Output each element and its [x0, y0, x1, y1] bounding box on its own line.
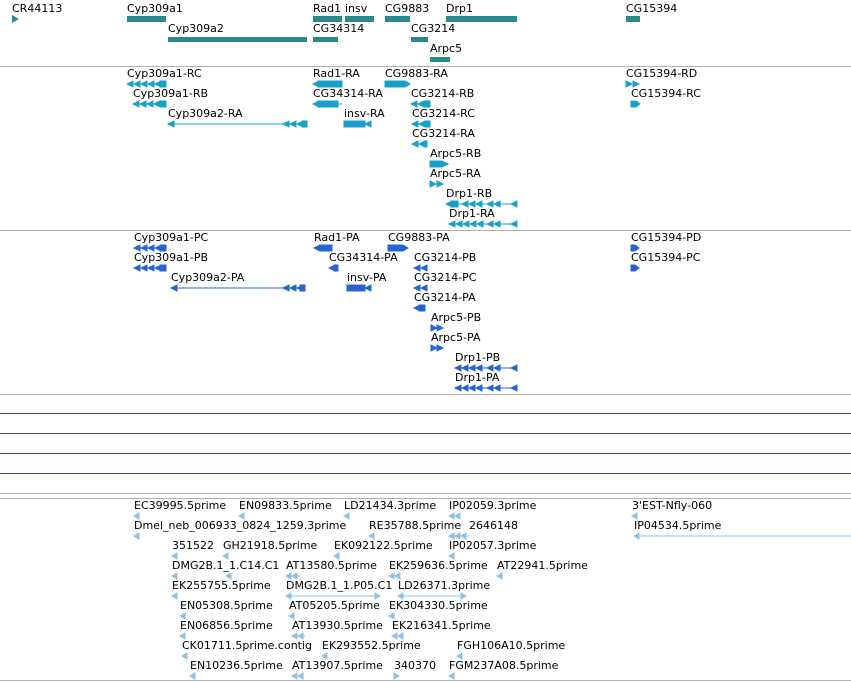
- est-feature[interactable]: [344, 513, 349, 519]
- est-label[interactable]: EK216341.5prime: [392, 619, 491, 632]
- transcript-label[interactable]: CG15394-RC: [631, 87, 701, 100]
- est-label[interactable]: 351522: [172, 539, 214, 552]
- protein-label[interactable]: Drp1-PA: [455, 371, 500, 384]
- est-feature[interactable]: [392, 633, 403, 639]
- protein-label[interactable]: Arpc5-PA: [431, 331, 481, 344]
- protein-label[interactable]: Drp1-PB: [455, 351, 501, 364]
- transcript-label[interactable]: Arpc5-RB: [430, 147, 482, 160]
- gene-label[interactable]: CG15394: [626, 2, 678, 15]
- transcript-label[interactable]: Rad1-RA: [313, 67, 360, 80]
- est-feature[interactable]: [190, 673, 195, 679]
- est-label[interactable]: LD26371.3prime: [398, 579, 491, 592]
- est-feature[interactable]: [322, 653, 327, 659]
- gene-label[interactable]: CR44113: [12, 2, 63, 15]
- est-feature[interactable]: [286, 593, 380, 599]
- est-feature[interactable]: [449, 553, 454, 559]
- est-label[interactable]: Dmel_neb_006933_0824_1259.3prime: [134, 519, 347, 532]
- protein-label[interactable]: CG34314-PA: [329, 251, 398, 264]
- transcript-label[interactable]: Cyp309a1-RC: [127, 67, 202, 80]
- transcript-label[interactable]: Cyp309a2-RA: [168, 107, 243, 120]
- est-feature[interactable]: [134, 513, 139, 519]
- est-label[interactable]: IP02059.3prime: [449, 499, 537, 512]
- est-label[interactable]: FGM237A08.5prime: [449, 659, 559, 672]
- transcript-label[interactable]: CG3214-RB: [411, 87, 475, 100]
- est-label[interactable]: IP04534.5prime: [634, 519, 722, 532]
- transcript-label[interactable]: Arpc5-RA: [430, 167, 481, 180]
- est-feature[interactable]: [389, 573, 400, 579]
- transcript-label[interactable]: CG34314-RA: [313, 87, 383, 100]
- transcript-label[interactable]: Drp1-RA: [449, 207, 495, 220]
- est-label[interactable]: DMG2B.1_1.C14.C1: [172, 559, 280, 572]
- est-feature[interactable]: [289, 613, 294, 619]
- est-label[interactable]: EN06856.5prime: [180, 619, 273, 632]
- est-label[interactable]: AT13907.5prime: [292, 659, 383, 672]
- gene-label[interactable]: Rad1: [313, 2, 342, 15]
- gene-label[interactable]: Drp1: [446, 2, 473, 15]
- gene-label[interactable]: CG3214: [411, 22, 456, 35]
- est-feature[interactable]: [172, 573, 177, 579]
- transcript-label[interactable]: CG15394-RD: [626, 67, 698, 80]
- est-feature[interactable]: [457, 653, 462, 659]
- est-label[interactable]: EK255755.5prime: [172, 579, 271, 592]
- transcript-label[interactable]: insv-RA: [344, 107, 385, 120]
- est-label[interactable]: EK293552.5prime: [322, 639, 421, 652]
- est-feature[interactable]: [182, 653, 187, 659]
- est-feature[interactable]: [369, 533, 374, 539]
- est-feature[interactable]: [172, 553, 177, 559]
- gene-label[interactable]: Cyp309a1: [127, 2, 183, 15]
- protein-label[interactable]: CG15394-PD: [631, 231, 702, 244]
- est-feature[interactable]: [223, 553, 228, 559]
- est-label[interactable]: AT13930.5prime: [292, 619, 383, 632]
- est-feature[interactable]: [292, 633, 305, 639]
- est-label[interactable]: EC39995.5prime: [134, 499, 227, 512]
- transcript-label[interactable]: CG3214-RA: [412, 127, 475, 140]
- est-feature[interactable]: [389, 613, 394, 619]
- est-label[interactable]: 340370: [394, 659, 436, 672]
- est-feature[interactable]: [449, 513, 460, 519]
- est-feature[interactable]: [292, 673, 303, 679]
- protein-label[interactable]: CG3214-PB: [414, 251, 477, 264]
- est-label[interactable]: EN09833.5prime: [239, 499, 332, 512]
- est-feature[interactable]: [449, 673, 454, 679]
- est-label[interactable]: EK304330.5prime: [389, 599, 488, 612]
- protein-label[interactable]: insv-PA: [347, 271, 387, 284]
- est-label[interactable]: CK01711.5prime.contig: [182, 639, 313, 652]
- protein-label[interactable]: Cyp309a1-PC: [134, 231, 209, 244]
- est-label[interactable]: FGH106A10.5prime: [457, 639, 566, 652]
- est-feature[interactable]: [449, 533, 469, 539]
- est-feature[interactable]: [497, 573, 502, 579]
- protein-label[interactable]: CG15394-PC: [631, 251, 701, 264]
- transcript-label[interactable]: Drp1-RB: [446, 187, 493, 200]
- est-label[interactable]: EN10236.5prime: [190, 659, 283, 672]
- est-feature[interactable]: [632, 513, 637, 519]
- est-label[interactable]: IP02057.3prime: [449, 539, 537, 552]
- est-feature[interactable]: [180, 633, 185, 639]
- transcript-label[interactable]: Cyp309a1-RB: [133, 87, 209, 100]
- est-feature[interactable]: [180, 613, 185, 619]
- est-feature[interactable]: [226, 573, 231, 579]
- est-feature[interactable]: [172, 593, 177, 599]
- est-label[interactable]: GH21918.5prime: [223, 539, 318, 552]
- est-label[interactable]: 2646148: [469, 519, 518, 532]
- est-label[interactable]: LD21434.3prime: [344, 499, 437, 512]
- protein-label[interactable]: Arpc5-PB: [431, 311, 482, 324]
- protein-label[interactable]: Rad1-PA: [314, 231, 360, 244]
- gene-label[interactable]: CG9883: [385, 2, 430, 15]
- est-label[interactable]: EK259636.5prime: [389, 559, 488, 572]
- protein-label[interactable]: CG3214-PC: [414, 271, 477, 284]
- est-label[interactable]: AT05205.5prime: [289, 599, 380, 612]
- est-feature[interactable]: [134, 533, 139, 539]
- est-label[interactable]: RE35788.5prime: [369, 519, 462, 532]
- est-feature[interactable]: [398, 593, 466, 599]
- gene-label[interactable]: insv: [345, 2, 368, 15]
- est-feature[interactable]: [634, 533, 851, 539]
- transcript-label[interactable]: CG9883-RA: [385, 67, 448, 80]
- est-label[interactable]: EK092122.5prime: [334, 539, 433, 552]
- est-feature[interactable]: [394, 673, 399, 679]
- est-label[interactable]: AT22941.5prime: [497, 559, 588, 572]
- gene-label[interactable]: Cyp309a2: [168, 22, 224, 35]
- est-feature[interactable]: [334, 553, 339, 559]
- gene-label[interactable]: CG34314: [313, 22, 365, 35]
- transcript-label[interactable]: CG3214-RC: [412, 107, 475, 120]
- gene-label[interactable]: Arpc5: [430, 42, 463, 55]
- protein-label[interactable]: Cyp309a1-PB: [134, 251, 209, 264]
- est-label[interactable]: DMG2B.1_1.P05.C1: [286, 579, 393, 592]
- protein-label[interactable]: CG9883-PA: [388, 231, 450, 244]
- est-label[interactable]: 3'EST-Nfly-060: [632, 499, 713, 512]
- est-label[interactable]: AT13580.5prime: [286, 559, 377, 572]
- est-feature[interactable]: [286, 573, 300, 579]
- protein-label[interactable]: CG3214-PA: [414, 291, 476, 304]
- est-feature[interactable]: [239, 513, 244, 519]
- est-label[interactable]: EN05308.5prime: [180, 599, 273, 612]
- protein-label[interactable]: Cyp309a2-PA: [171, 271, 245, 284]
